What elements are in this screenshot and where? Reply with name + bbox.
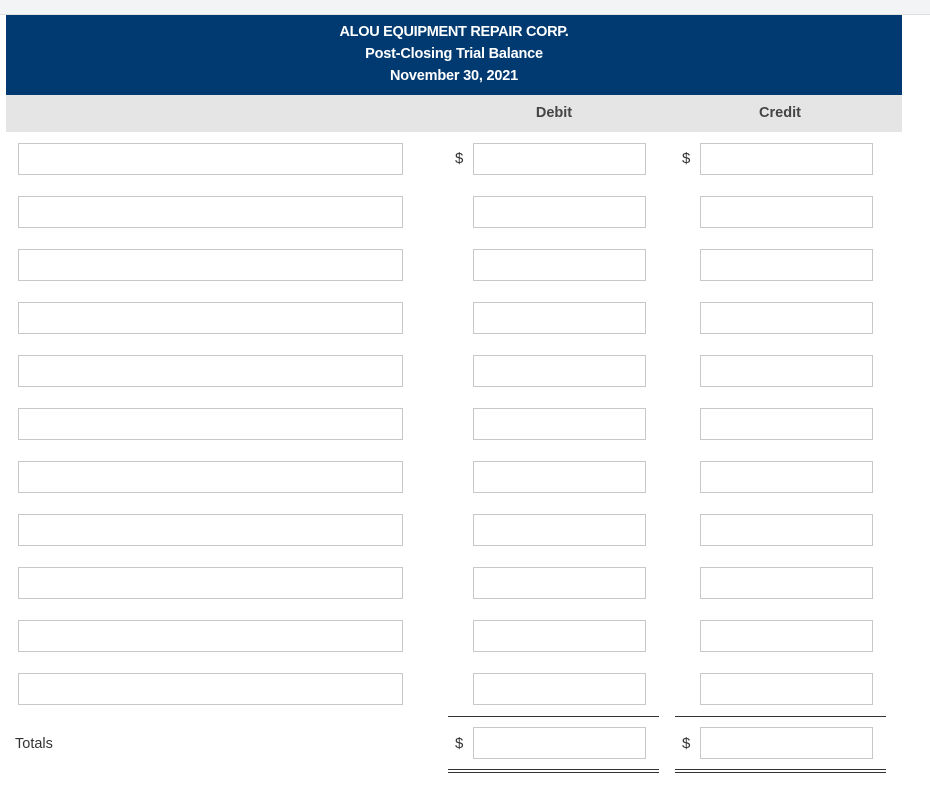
debit-double-rule-bottom [448, 772, 659, 773]
account-name-input[interactable] [18, 143, 403, 175]
debit-amount-input[interactable] [473, 620, 646, 652]
credit-amount-input[interactable] [700, 143, 873, 175]
account-name-input[interactable] [18, 461, 403, 493]
debit-amount-input[interactable] [473, 461, 646, 493]
credit-dollar-sign: $ [682, 150, 691, 167]
totals-label: Totals [15, 736, 53, 752]
credit-amount-input[interactable] [700, 355, 873, 387]
credit-column-header: Credit [759, 105, 801, 121]
credit-amount-input[interactable] [700, 620, 873, 652]
credit-sum-rule [675, 716, 886, 717]
account-name-input[interactable] [18, 567, 403, 599]
debit-amount-input[interactable] [473, 143, 646, 175]
debit-amount-input[interactable] [473, 673, 646, 705]
account-name-input[interactable] [18, 249, 403, 281]
debit-amount-input[interactable] [473, 302, 646, 334]
report-header [6, 15, 902, 95]
account-name-input[interactable] [18, 514, 403, 546]
debit-amount-input[interactable] [473, 514, 646, 546]
debit-column-header: Debit [535, 105, 573, 121]
credit-amount-input[interactable] [700, 514, 873, 546]
credit-double-rule-bottom [675, 772, 886, 773]
credit-amount-input[interactable] [700, 249, 873, 281]
top-strip [0, 0, 930, 14]
account-name-input[interactable] [18, 302, 403, 334]
credit-amount-input[interactable] [700, 567, 873, 599]
credit-amount-input[interactable] [700, 302, 873, 334]
account-name-input[interactable] [18, 673, 403, 705]
company-name: ALOU EQUIPMENT REPAIR CORP. [339, 24, 569, 40]
report-title: Post-Closing Trial Balance [365, 46, 543, 62]
debit-amount-input[interactable] [473, 408, 646, 440]
debit-total-input[interactable] [473, 727, 646, 759]
account-name-input[interactable] [18, 196, 403, 228]
report-date: November 30, 2021 [390, 68, 518, 84]
credit-amount-input[interactable] [700, 461, 873, 493]
credit-amount-input[interactable] [700, 408, 873, 440]
debit-amount-input[interactable] [473, 249, 646, 281]
credit-amount-input[interactable] [700, 196, 873, 228]
debit-amount-input[interactable] [473, 196, 646, 228]
account-name-input[interactable] [18, 408, 403, 440]
credit-double-rule-top [675, 769, 886, 770]
debit-sum-rule [448, 716, 659, 717]
debit-amount-input[interactable] [473, 567, 646, 599]
credit-total-dollar-sign: $ [682, 735, 691, 752]
column-header-bar [6, 95, 902, 132]
account-name-input[interactable] [18, 355, 403, 387]
credit-total-input[interactable] [700, 727, 873, 759]
debit-double-rule-top [448, 769, 659, 770]
debit-amount-input[interactable] [473, 355, 646, 387]
account-name-input[interactable] [18, 620, 403, 652]
debit-total-dollar-sign: $ [455, 735, 464, 752]
debit-dollar-sign: $ [455, 150, 464, 167]
credit-amount-input[interactable] [700, 673, 873, 705]
